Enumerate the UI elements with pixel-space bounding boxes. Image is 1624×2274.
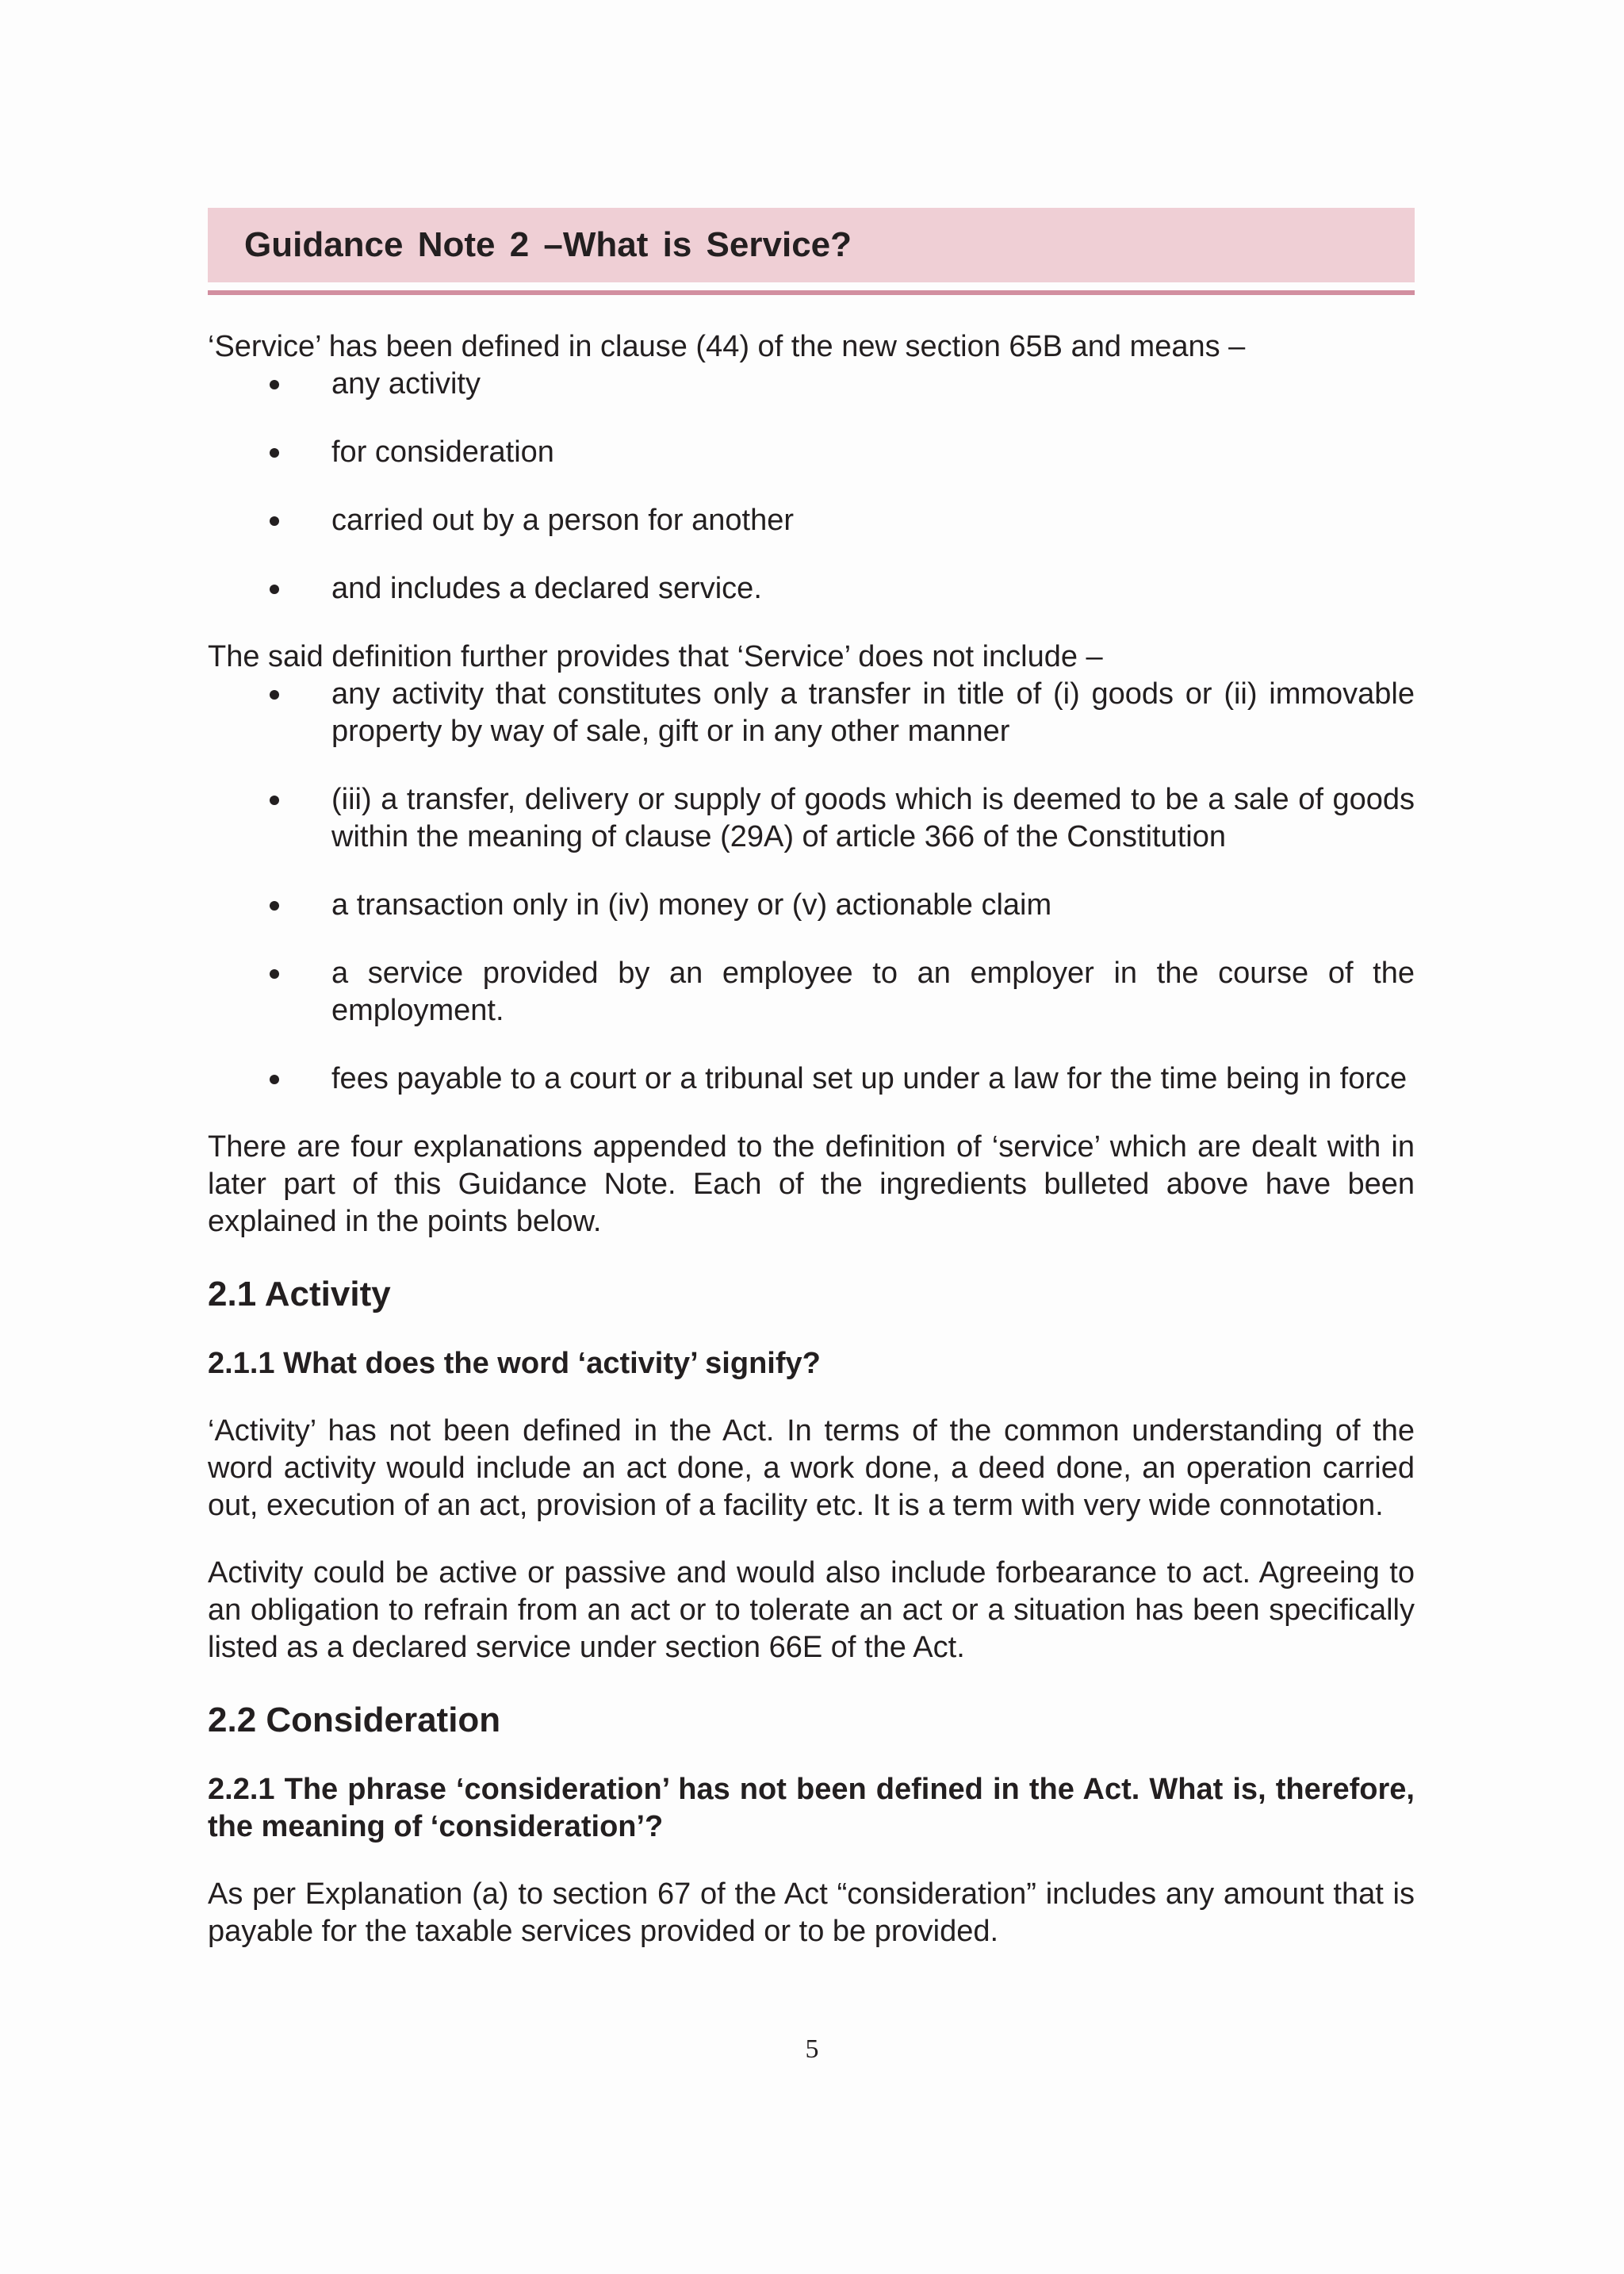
section-heading-consideration: 2.2 Consideration xyxy=(208,1701,501,1739)
bullet-icon xyxy=(270,448,279,458)
title-divider xyxy=(208,290,1415,295)
document-page xyxy=(208,208,1415,1950)
list-item xyxy=(208,1060,1415,1098)
bullet-icon xyxy=(270,969,279,979)
list-item-text: fees payable to a court or a tribunal set up under a law for the time being in force xyxy=(331,1062,1408,1095)
list-item xyxy=(208,434,1415,471)
list-item-text: for consideration xyxy=(331,435,554,469)
list-item-text: carried out by a person for another xyxy=(331,504,795,537)
bullet-icon xyxy=(270,380,279,389)
list-item xyxy=(208,955,1415,1030)
definition-intro: ‘Service’ has been defined in clause (44) of the new section 65B and means – xyxy=(208,330,1246,363)
list-item-text: a transaction only in (iv) money or (v) actionable claim xyxy=(331,888,1052,922)
subsection-heading-consideration: 2.2.1 The phrase ‘consideration’ has not been defined in the Act. What is, therefore, the meaning of ‘consideration’? xyxy=(208,1773,1415,1843)
page-number: 5 xyxy=(805,2034,819,2064)
page-title: Guidance Note 2 –What is Service? xyxy=(244,225,852,264)
subsection-heading-activity: 2.1.1 What does the word ‘activity’ signify? xyxy=(208,1347,821,1380)
list-item-text: and includes a declared service. xyxy=(331,572,762,605)
list-item xyxy=(208,366,1415,403)
bullet-icon xyxy=(270,585,279,594)
activity-paragraph-1: ‘Activity’ has not been defined in the Act. In terms of the common understanding of the word activity would include an act done, a work done, a deed done, an operation carried out, execution of an act, provision of a facility etc. It is a term with very wide connotation. xyxy=(208,1414,1415,1522)
means-list xyxy=(208,366,1415,608)
list-item xyxy=(208,676,1415,750)
consideration-paragraph-1: As per Explanation (a) to section 67 of the Act “consideration” includes any amount that is payable for the taxable services provided or to be provided. xyxy=(208,1877,1415,1948)
bullet-icon xyxy=(270,690,279,700)
list-item-text: (iii) a transfer, delivery or supply of goods which is deemed to be a sale of goods within the meaning of clause (29A) of article 366 of the Constitution xyxy=(331,783,1415,853)
list-item xyxy=(208,887,1415,924)
list-item xyxy=(208,502,1415,539)
title-band xyxy=(208,208,1415,282)
bullet-icon xyxy=(270,796,279,805)
activity-paragraph-2: Activity could be active or passive and would also include forbearance to act. Agreeing to an obligation to refrain from an act or to tolerate an act or a situation has been specifically listed as a declared service under section 66E of the Act. xyxy=(208,1556,1415,1664)
list-item-text: any activity xyxy=(331,367,481,401)
bullet-icon xyxy=(270,901,279,911)
section-heading-activity: 2.1 Activity xyxy=(208,1275,391,1313)
explanations-paragraph: There are four explanations appended to the definition of ‘service’ which are dealt with in later part of this Guidance Note. Each of the ingredients bulleted above have been explained in the points below. xyxy=(208,1130,1415,1238)
list-item xyxy=(208,570,1415,608)
bullet-icon xyxy=(270,516,279,526)
list-item-text: any activity that constitutes only a transfer in title of (i) goods or (ii) immovable property by way of sale, gift or in any other manner xyxy=(331,677,1415,748)
bullet-icon xyxy=(270,1075,279,1084)
list-item xyxy=(208,781,1415,856)
exclusion-list xyxy=(208,676,1415,1098)
list-item-text: a service provided by an employee to an employer in the course of the employment. xyxy=(331,957,1415,1027)
exclusion-intro: The said definition further provides that ‘Service’ does not include – xyxy=(208,640,1103,673)
